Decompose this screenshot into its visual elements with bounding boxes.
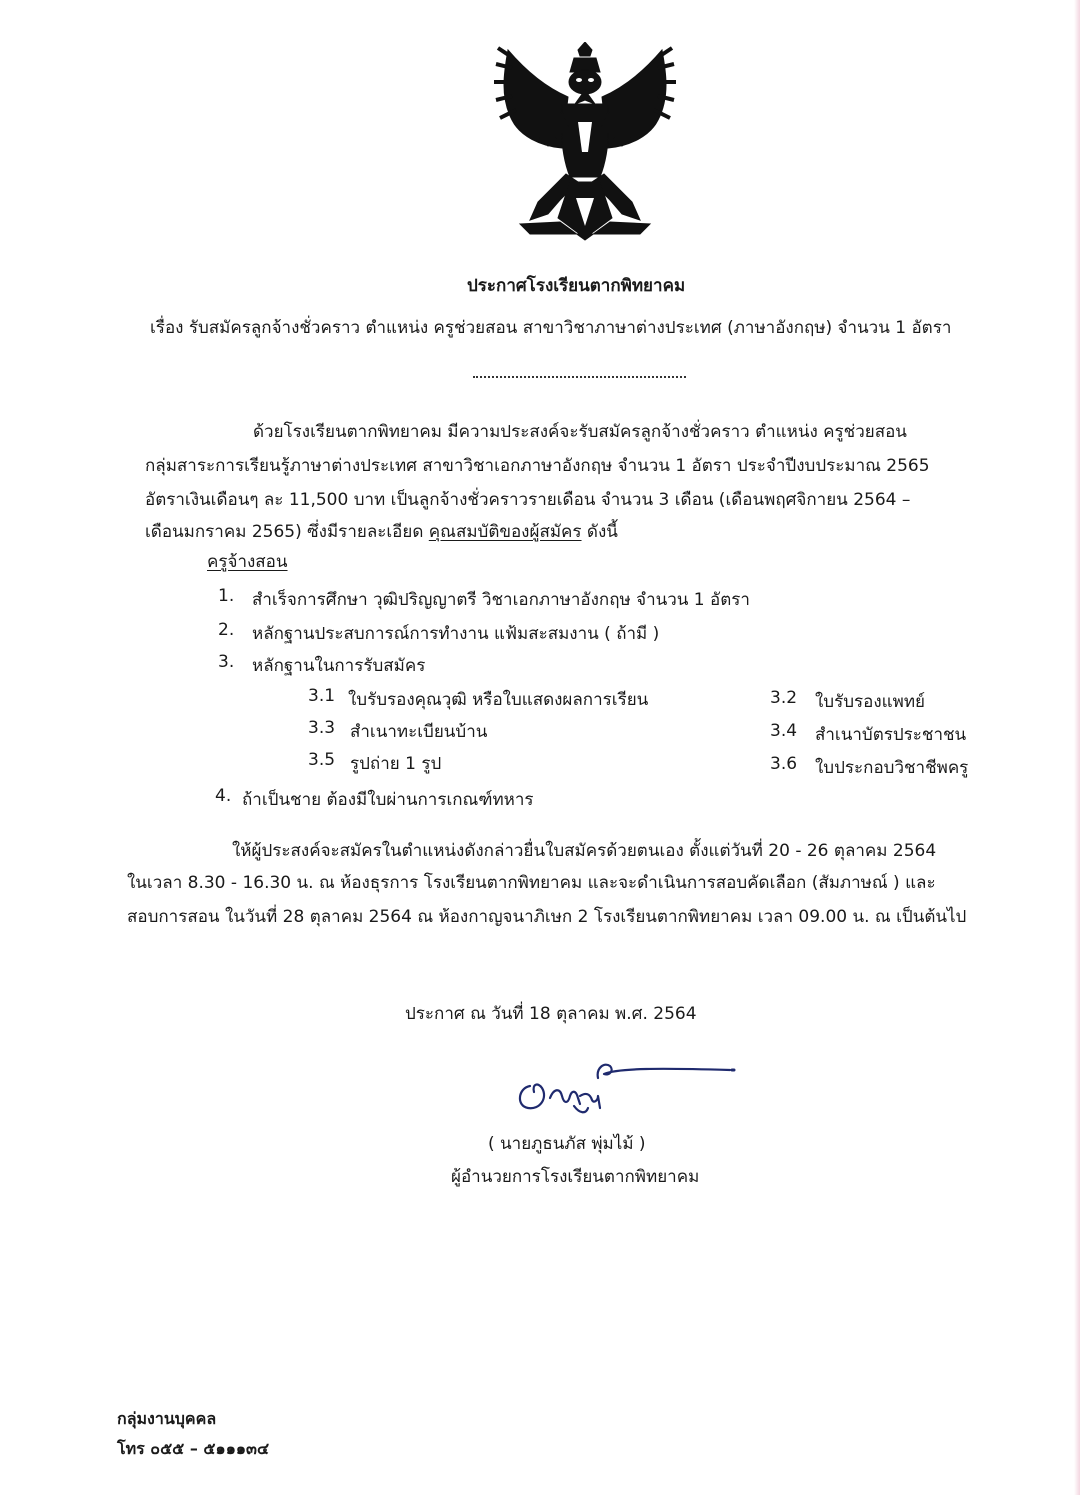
signer-title: ผู้อำนวยการโรงเรียนตากพิทยาคม <box>451 1167 700 1187</box>
doc-item-text: ใบรับรองแพทย์ <box>815 692 925 712</box>
garuda-emblem-icon <box>490 42 680 242</box>
announcement-date: ประกาศ ณ วันที่ 18 ตุลาคม พ.ศ. 2564 <box>405 1004 697 1024</box>
qualifications-link-text: คุณสมบัติของผู้สมัคร <box>428 522 582 542</box>
application-line-1: ให้ผู้ประสงค์จะสมัครในตำแหน่งดังกล่าวยื่นใบสมัครด้วยตนเอง ตั้งแต่วันที่ 20 - 26 ตุลาคม 2564 <box>232 841 937 861</box>
qual-item-3-number: 3. <box>218 652 235 672</box>
intro-line-4-start: เดือนมกราคม 2565) ซึ่งมีรายละเอียด <box>145 522 429 542</box>
intro-line-2: กลุ่มสาระการเรียนรู้ภาษาต่างประเทศ สาขาวิชาเอกภาษาอังกฤษ จำนวน 1 อัตรา ประจำปีงบประมาณ 2565 <box>145 456 930 476</box>
footer-phone: โทร ๐๕๕ – ๕๑๑๑๓๔ <box>117 1439 270 1458</box>
announcement-title: ประกาศโรงเรียนตากพิทยาคม <box>467 276 686 296</box>
qual-item-3-text: หลักฐานในการรับสมัคร <box>252 656 426 676</box>
page-edge <box>1074 0 1080 1495</box>
signer-name: ( นายภูธนภัส พุ่มไม้ ) <box>488 1134 646 1154</box>
announcement-subject: เรื่อง รับสมัครลูกจ้างชั่วคราว ตำแหน่ง ครูช่วยสอน สาขาวิชาภาษาต่างประเทศ (ภาษาอังกฤษ) จำนวน 1 อัตรา <box>150 318 952 338</box>
application-line-2: ในเวลา 8.30 - 16.30 น. ณ ห้องธุรการ โรงเรียนตากพิทยาคม และจะดำเนินการสอบคัดเลือก (สัมภาษณ์ ) และ <box>127 873 936 893</box>
footer-department: กลุ่มงานบุคคล <box>117 1409 217 1428</box>
doc-item-text: สำเนาบัตรประชาชน <box>815 725 967 745</box>
doc-item-number: 3.3 <box>308 718 336 738</box>
qual-item-2-number: 2. <box>218 620 235 640</box>
qual-item-1-number: 1. <box>218 586 235 606</box>
doc-item-number: 3.5 <box>308 750 336 770</box>
intro-line-3: อัตราเงินเดือนๆ ละ 11,500 บาท เป็นลูกจ้างชั่วคราวรายเดือน จำนวน 3 เดือน (เดือนพฤศจิกายน 2564 – <box>145 490 911 510</box>
doc-item-text: ใบรับรองคุณวุฒิ หรือใบแสดงผลการเรียน <box>348 690 649 710</box>
doc-item-text: สำเนาทะเบียนบ้าน <box>350 722 488 742</box>
dotted-divider <box>473 368 686 378</box>
qual-item-1-text: สำเร็จการศึกษา วุฒิปริญญาตรี วิชาเอกภาษาอังกฤษ จำนวน 1 อัตรา <box>252 590 750 610</box>
application-line-3: สอบการสอน ในวันที่ 28 ตุลาคม 2564 ณ ห้องกาญจนาภิเษก 2 โรงเรียนตากพิทยาคม เวลา 09.00 น. ณ เป็นต้นไป <box>127 907 967 927</box>
doc-item-number: 3.6 <box>770 754 798 774</box>
qual-item-2-text: หลักฐานประสบการณ์การทำงาน แฟ้มสะสมงาน ( ถ้ามี ) <box>252 624 660 644</box>
doc-item-text: ใบประกอบวิชาชีพครู <box>815 758 969 778</box>
intro-line-4 <box>145 518 618 545</box>
doc-item-number: 3.4 <box>770 721 798 741</box>
intro-line-4-end: ดังนี้ <box>581 522 618 542</box>
doc-item-number: 3.1 <box>308 686 336 706</box>
handwritten-signature <box>510 1048 745 1120</box>
doc-item-text: รูปถ่าย 1 รูป <box>350 754 442 774</box>
qualifications-heading: ครูจ้างสอน <box>207 552 288 572</box>
intro-line-1: ด้วยโรงเรียนตากพิทยาคม มีความประสงค์จะรับสมัครลูกจ้างชั่วคราว ตำแหน่ง ครูช่วยสอน <box>253 422 907 442</box>
qual-item-4-text: ถ้าเป็นชาย ต้องมีใบผ่านการเกณฑ์ทหาร <box>242 790 534 810</box>
doc-item-number: 3.2 <box>770 688 798 708</box>
qual-item-4-number: 4. <box>215 786 232 806</box>
